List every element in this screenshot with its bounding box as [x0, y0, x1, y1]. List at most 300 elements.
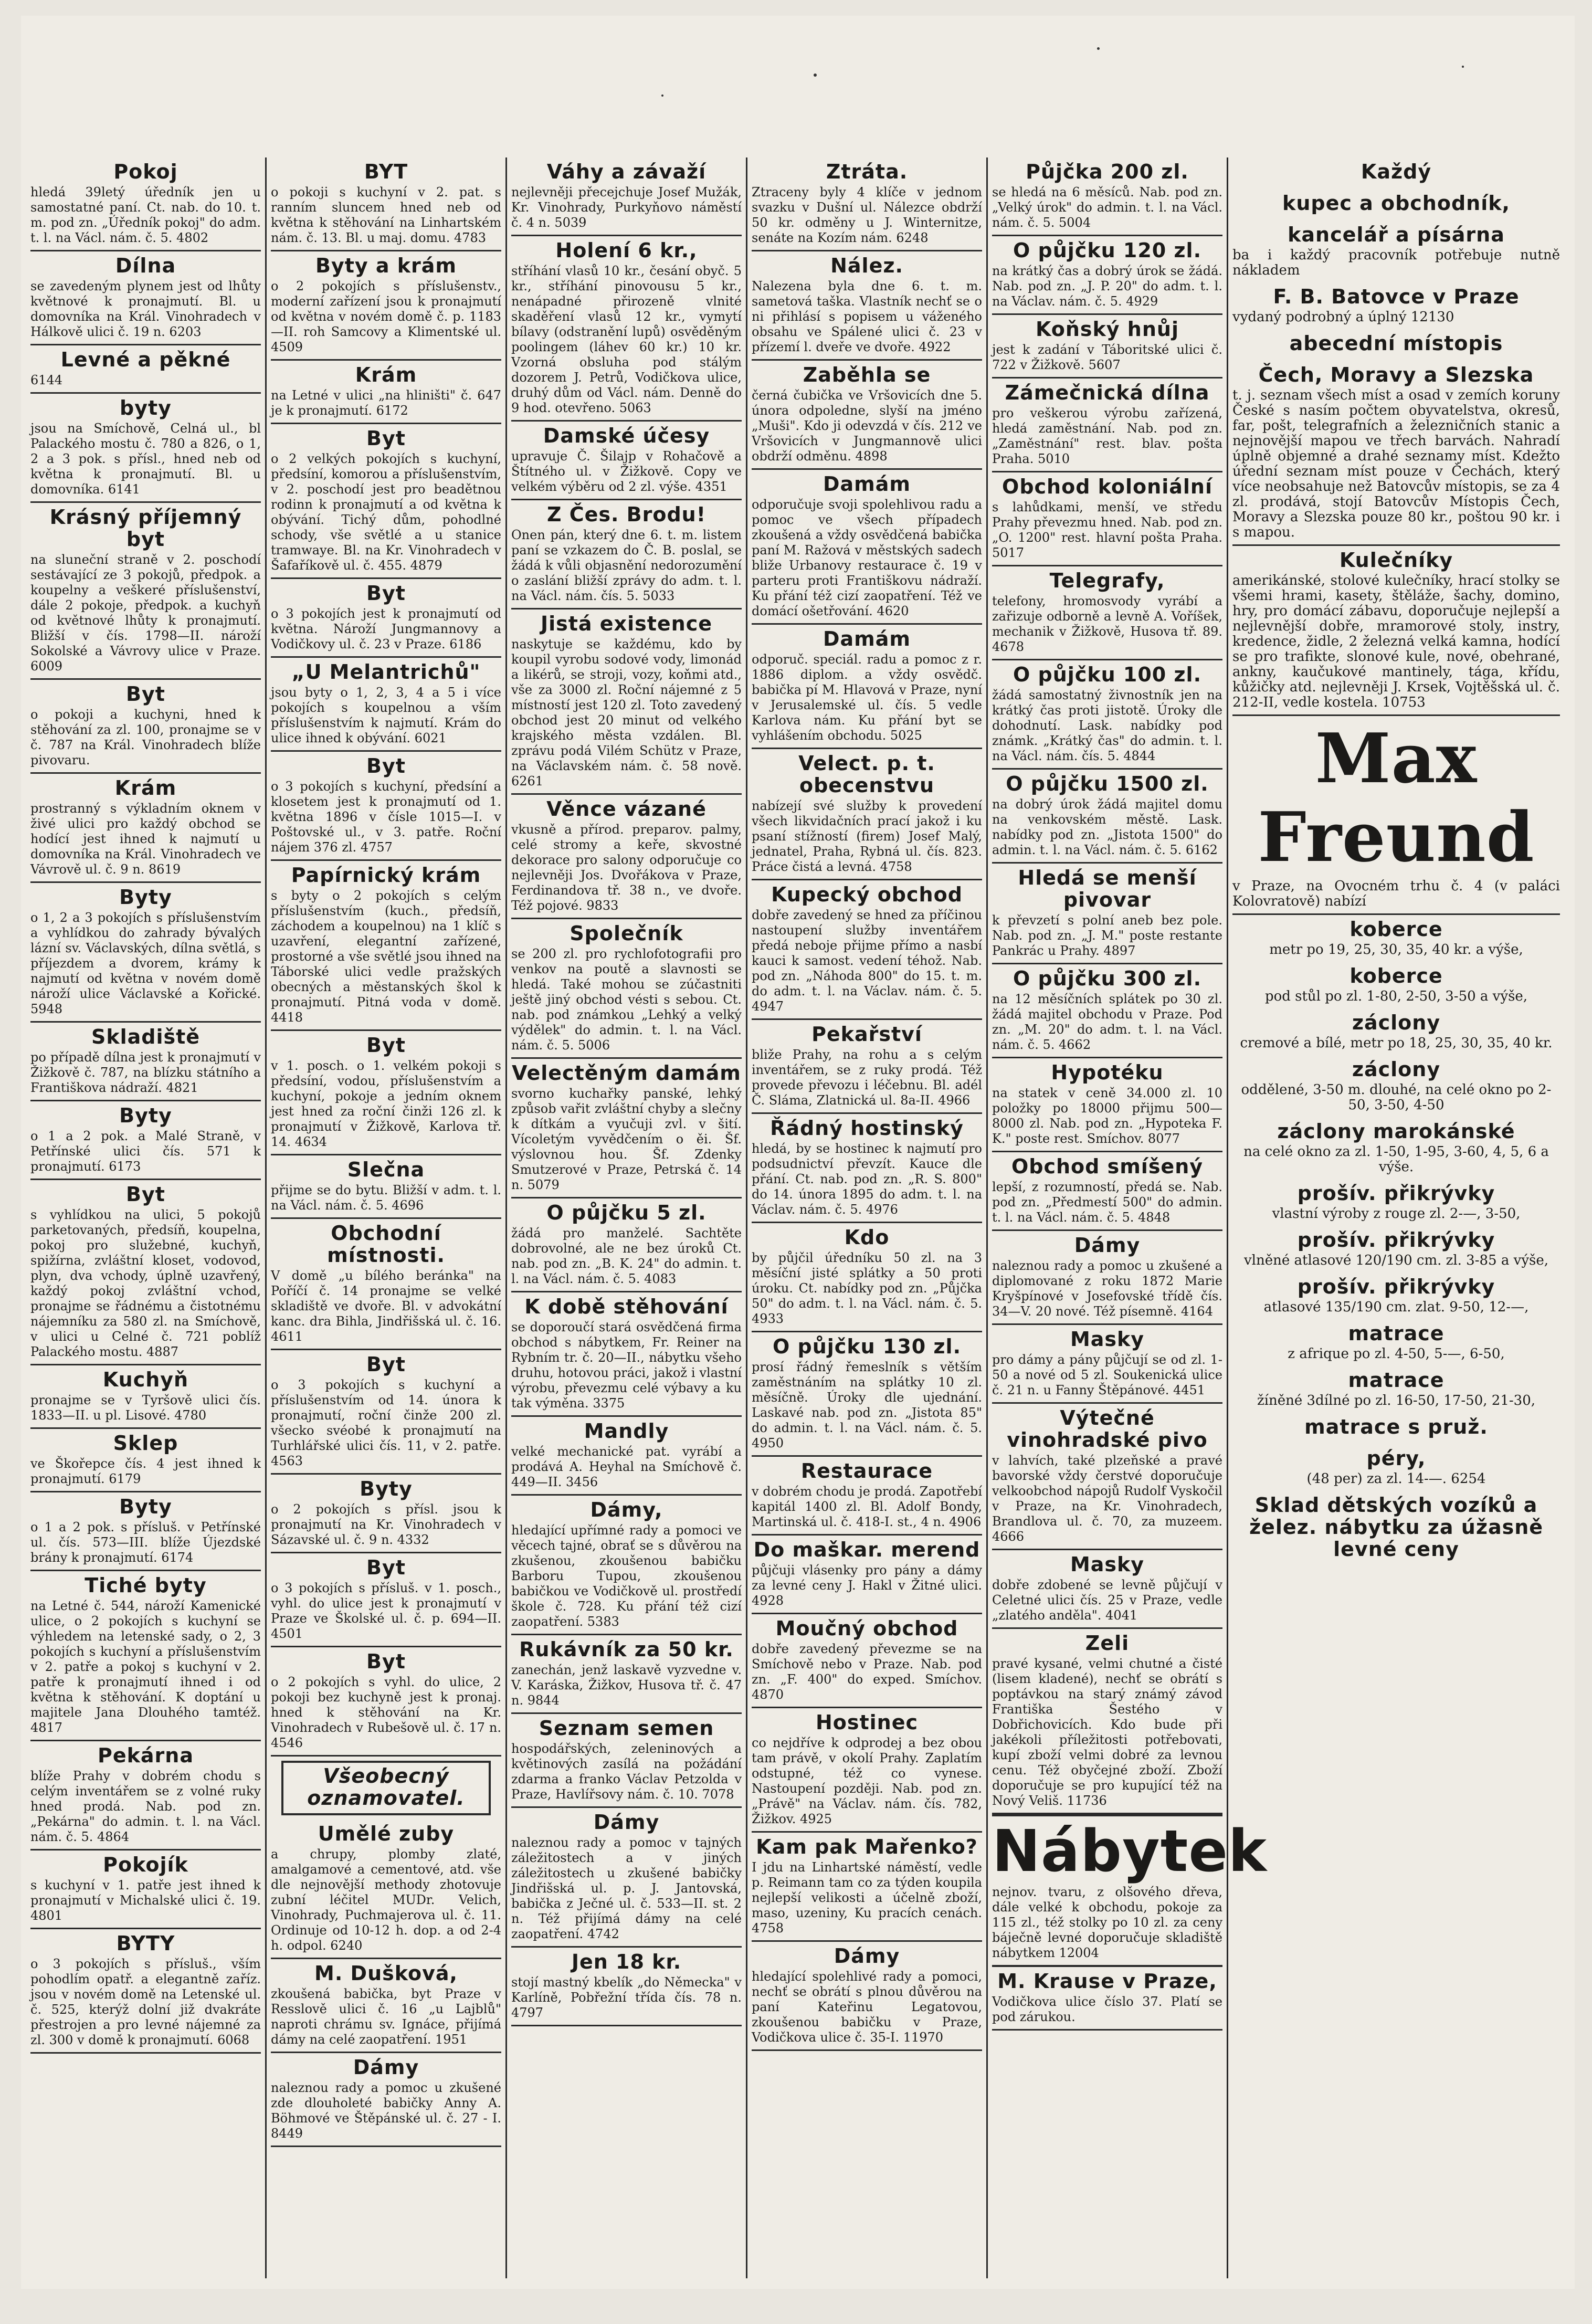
ad-text: z afrique po zl. 4-50, 5-—, 6-50,	[1288, 1346, 1505, 1362]
classified-ad	[1232, 716, 1560, 915]
classified-ad	[30, 251, 261, 345]
ad-text: přijme se do bytu. Bližší v adm. t. l. na Václ. nám. č. 5. 4696	[271, 1183, 501, 1213]
ad-title: Kam pak Mařenko?	[756, 1835, 978, 1858]
ad-title: Kdo	[844, 1226, 890, 1249]
classified-ad	[30, 345, 261, 394]
classified-ad	[30, 394, 261, 503]
classified-ad	[511, 422, 742, 500]
ad-title: Zaběhla se	[803, 363, 931, 386]
ad-text: 6144	[30, 373, 63, 387]
classified-ad	[1232, 1179, 1560, 1226]
classified-ad	[992, 1550, 1222, 1629]
classified-ad	[271, 658, 501, 752]
ad-text: hospodářských, zeleninových a květinových zasílá na požádání zdarma a franko Václav Petzolda v Praze, Havlířsovy nám. č. 10. 7078	[511, 1741, 742, 1802]
ad-title: Koňský hnůj	[1035, 318, 1179, 341]
classified-ad	[271, 157, 501, 251]
ad-text: v lahvích, také plzeňské a pravé bavorské vždy čerstvé doporučuje velkoobchod nápojů Rudolf Vyskočil v Praze, na Kr. Vinohradech, Brandlova ul. č. 70, za muzeem. 4666	[992, 1453, 1222, 1544]
ad-title: záclony marokánské	[1277, 1120, 1515, 1143]
ad-title: Papírnický krám	[291, 864, 481, 887]
ad-text: velké mechanické pat. vyrábí a prodává A. Heyhal na Smíchově č. 449—II. 3456	[511, 1444, 742, 1489]
ad-text: o pokoji a kuchyni, hned k stěhování za zl. 100, pronajme se v č. 787 na Král. Vinohradech blíže pivovaru.	[30, 707, 261, 767]
classified-ad	[511, 1059, 742, 1198]
ad-text: zkoušená babička, byt Praze v Resslově ulici č. 16 „u Lajblů" naproti chrámu sv. Ignáce, přijímá dámy na celé zaopatření. 1951	[271, 1986, 501, 2047]
ad-text: půjčuji vlásenky pro pány a dámy za levné ceny J. Hakl v Žitné ulici. 4928	[752, 1563, 982, 1608]
ad-title: byty	[120, 396, 172, 419]
ad-title: Slečna	[347, 1158, 425, 1181]
ad-text: o 1 a 2 pok. a Malé Straně, v Petřínské ulici čís. 571 k pronajmutí. 6173	[30, 1129, 261, 1174]
classified-ad	[511, 795, 742, 919]
ad-text: pro dámy a pány půjčují se od zl. 1-50 a nové od 5 zl. Soukenická ulice č. 21 n. u Fanny Štěpánové. 4451	[992, 1352, 1222, 1397]
ad-text: odporuč. speciál. radu a pomoc z r. 1886 diplom. a vždy osvědč. babička pí M. Hlavová v Praze, nyní v Jerusalemské ul. čís. 5 vedle Karlova nám. Ku přání byt se vyhlášením obchodu. 5025	[752, 652, 982, 743]
ad-title: Velect. p. t. obecenstvu	[798, 752, 935, 797]
ad-title: Zámečnická dílna	[1005, 381, 1210, 404]
column-2	[267, 157, 507, 2278]
ad-text: o 2 pokojích s příslušenstv., moderní zařízení jsou k pronajmutí od května v novém domě č. p. 1183—II. roh Samcovy a Klimentské ul. 4509	[271, 279, 501, 354]
ad-text: nejlevněji přecejchuje Josef Mužák, Kr. Vinohrady, Purkyňovo náměstí č. 4 n. 5039	[511, 185, 742, 230]
ad-title: Byty	[360, 1477, 413, 1500]
ad-text: naleznou rady a pomoc u zkušené zde dlouholeté babičky Anny A. Böhmové ve Štěpánské ul. č. 27 - I. 8449	[271, 2080, 501, 2141]
ad-title: Dámy	[353, 2056, 419, 2079]
ad-text: svorno kuchařky panské, lehký způsob vařit zvláštní chyby a slečny k dítkám a vyučuji zvl. v šití. Vícoletým vyvědčením o ěi. Šf. výslovnou hou. Šf. Zdenky Smutzerové v Praze, Petrská č. 14 n. 5079	[511, 1086, 742, 1192]
ad-text: s kuchyní v 1. patře jest ihned k pronajmutí v Michalské ulici č. 19. 4801	[30, 1878, 261, 1923]
ad-title: O půjčku 100 zl.	[1013, 663, 1202, 686]
classified-ad	[30, 1741, 261, 1850]
ad-text: prostranný s výkladním oknem v živé ulici pro každý obchod se hodící jest ihned k najmutí u domovníka na Král. Vinohradech ve Vávrově ul. č. 9 n. 8619	[30, 801, 261, 877]
classified-ad	[271, 1031, 501, 1155]
ad-title: prošív. přikrývky	[1297, 1182, 1495, 1205]
classified-ad	[1232, 915, 1560, 962]
ad-text: o 2 pokojích s přísl. jsou k pronajmutí na Kr. Vinohradech v Sázavské ul. č. 9 n. 4332	[271, 1502, 501, 1547]
ad-text: Nalezena byla dne 6. t. m. sametová taška. Vlastník nechť se o ni přihlásí s popisem u váženého obsahu ve Spálené ulici č. 23 v přízemí l. dveře ve dvoře. 4922	[752, 279, 982, 354]
ad-text: po případě dílna jest k pronajmutí v Žižkově č. 787, na blízku státního a Františkova nádraží. 4821	[30, 1050, 261, 1095]
classified-ad	[752, 1833, 982, 1942]
ad-text: upravuje Č. Šilajp v Rohačově a Štítného ul. v Žižkově. Copy ve velkém výběru od 2 zl. výše. 4351	[511, 449, 742, 494]
ad-title: Mandly	[584, 1419, 669, 1443]
ad-text: naleznou rady a pomoc u zkušené a diplomované z roku 1872 Marie Kryšpínové v Josefovské třídě čís. 34—V. 20 nové. Též písemně. 4164	[992, 1258, 1222, 1319]
ad-title: Damám	[823, 472, 911, 496]
classified-ad	[511, 1292, 742, 1417]
ad-title: Obchod koloniální	[1002, 475, 1213, 498]
ad-title: Váhy a závaží	[546, 160, 707, 183]
ad-text: dobře zavedený se hned za příčinou nastoupení služby inventářem předá neboje přijme přímo a nasbí kauci k samost. vedení téhož. Nab. pod zn. „Náhoda 800" do 15. t. m. do adm. t. l. na Václav. nám. č. 5. 4947	[752, 908, 982, 1014]
ad-text: I jdu na Linhartské náměstí, vedle p. Reimann tam co za týden koupila nejlepší velikosti a účelně zboží, maso, uzeniny, Ku pracích cenách. 4758	[752, 1860, 982, 1936]
ad-title: Seznam semen	[539, 1717, 714, 1740]
ad-title: Umělé zuby	[318, 1822, 455, 1845]
classified-ad	[30, 1023, 261, 1101]
ad-text: co nejdříve k odprodej a bez obou tam právě, v okolí Prahy. Zaplatím odstupné, též co vynese. Nastoupení později. Nab. pod zn. „Právě" na Václav. nám. čís. 782, Žižkov. 4925	[752, 1736, 982, 1826]
ad-text: ba i každý pracovník potřebuje nutně nákladem	[1232, 247, 1560, 278]
ad-text: o 3 pokojích s kuchyní, předsíní a klosetem jest k pronajmutí od 1. května 1896 v čísle 1015—I. v Poštovské ul., v 3. patře. Roční nájem 376 zl. 4757	[271, 779, 501, 855]
ad-title: prošív. přikrývky	[1297, 1275, 1495, 1298]
classified-ad	[992, 566, 1222, 660]
classified-ad	[992, 1152, 1222, 1231]
ad-text: černá čubička ve Vršovicích dne 5. února odpoledne, slyší na jméno „Muši". Kdo ji odevzdá v čís. 212 ve Vršovicích v Jungmannově ulici obdrží odměnu. 4898	[752, 388, 982, 464]
ad-title: Jistá existence	[540, 612, 713, 635]
ad-title: Čech, Moravy a Slezska	[1258, 363, 1534, 386]
ad-title: Rukávník za 50 kr.	[519, 1638, 734, 1661]
classified-ad	[1232, 1319, 1560, 1366]
ad-title: Hledá se menší pivovar	[1018, 866, 1197, 911]
classified-ad	[30, 680, 261, 774]
ad-title: Byty	[119, 1104, 172, 1127]
ad-title: záclony	[1352, 1058, 1441, 1081]
ad-title: Kuchyň	[102, 1368, 189, 1391]
ad-title: Restaurace	[800, 1459, 933, 1482]
ad-text: žíněné 3dílné po zl. 16-50, 17-50, 21-30,	[1257, 1393, 1536, 1408]
ad-text: metr po 19, 25, 30, 35, 40 kr. a výše,	[1269, 942, 1523, 958]
ad-title: Hypotéku	[1051, 1061, 1164, 1084]
ad-title: Dámy	[834, 1944, 900, 1968]
ad-title: koberce	[1349, 918, 1443, 941]
classified-ad	[511, 1635, 742, 1714]
ad-title: Byt	[366, 754, 406, 777]
classified-ad	[281, 1761, 491, 1815]
classified-ad	[511, 919, 742, 1059]
classified-ad	[752, 470, 982, 625]
ad-title: K době stěhování	[524, 1295, 729, 1318]
ad-title: matrace	[1348, 1322, 1445, 1345]
ad-title: Damské účesy	[543, 424, 710, 447]
ad-title: Krásný příjemný byt	[49, 506, 242, 551]
ad-title: Pekařství	[811, 1023, 922, 1046]
classified-ad	[752, 251, 982, 361]
ad-title: Skladiště	[91, 1025, 201, 1048]
ad-title: Byt	[126, 682, 165, 706]
classified-ad	[30, 503, 261, 680]
classified-ad	[752, 1708, 982, 1833]
ad-title: BYT	[364, 160, 408, 183]
classified-ad	[992, 1814, 1268, 1967]
ad-text: na statek v ceně 34.000 zl. 10 položky po 18000 přijmu 500—8000 zl. Nab. pod zn. „Hypoteka F. K." poste rest. Smíchov. 8077	[992, 1086, 1222, 1146]
ad-text: vkusně a přírod. preparov. palmy, celé stromy a keře, skvostné dekorace pro salony odporučuje co nejlevněji Jos. Dvořákova v Praze, Ferdinandova tř. 38 n., ve dvoře. Též pojové. 9833	[511, 822, 742, 913]
ad-text: naleznou rady a pomoc v tajných záležitostech a v jiných záležitostech u zkušené babičky Jindřišská ul. p. J. Jantovská, babička z Ječné ul. č. 533—II. st. 2 n. Též přijímá dámy na celé zaopatření. 4742	[511, 1835, 742, 1941]
ad-text: jsou na Smíchově, Celná ul., bl Palackého mostu č. 780 a 826, o 1, 2 a 3 pok. s přísl., hned neb od května k pronajmutí. Bl. u domovníka. 6141	[30, 421, 261, 497]
ad-text: na celé okno za zl. 1-50, 1-95, 3-60, 4, 5, 6 a výše.	[1243, 1144, 1549, 1175]
classified-ad	[271, 361, 501, 424]
classified-ad	[752, 1020, 982, 1114]
ad-text: Ztraceny byly 4 klíče v jednom svazku v Dušní ul. Nálezce obdrží 50 kr. odměny u J. Winternitze, senáte na Kozím nám. 6248	[752, 185, 982, 245]
ad-text: hledající spolehlivé rady a pomoci, nechť se obrátí s plnou důvěrou na paní Kateřinu Legatovou, zkoušenou babičku v Praze, Vodičkova ulice č. 35-I. 11970	[752, 1969, 982, 2045]
ad-text: zanechán, jenž laskavě vyzvedne v. V. Karáska, Žižkov, Husova tř. č. 47 n. 9844	[511, 1663, 742, 1708]
classified-ad	[752, 1536, 982, 1614]
ad-title: Byt	[366, 582, 406, 605]
ad-text: se 200 zl. pro rychlofotografii pro venkov na poutě a slavnosti se hledá. Také mohou se zúčastniti ještě jiný obchod vésti s sebou. Ct. nab. pod známkou „Lehký a velký výdělek" do admin. t. l. na Václ. nám. č. 5. 5006	[511, 947, 742, 1053]
ad-title: Max Freund	[1258, 718, 1535, 877]
ad-title: Z Čes. Brodu!	[546, 503, 707, 526]
ad-title: Každý	[1361, 160, 1432, 183]
ad-title: Byt	[126, 1183, 165, 1206]
ad-text: s vyhlídkou na ulici, 5 pokojů parketovaných, předsíň, koupelna, pokoj pro služebné, kuchyň, spižírna, zvláštní kloset, vodovod, plyn, dva vchody, úplně uzavřený, každý pokoj zvláštní vchod, pronajme se řádnému a čistotnému nájemníku za 580 zl. na Smíchově, v ulici u Celné č. 721 poblíž Palackého mostu. 4887	[30, 1207, 261, 1359]
ad-title: matrace s pruž.	[1304, 1415, 1488, 1438]
classified-ad	[1232, 1366, 1560, 1413]
classified-columns	[26, 157, 1569, 2278]
classified-ad	[992, 1404, 1222, 1550]
classified-ad	[1232, 361, 1560, 546]
classified-ad	[511, 1808, 742, 1948]
ad-title: Kupecký obchod	[771, 883, 963, 906]
ad-text: o 3 pokojích s kuchyní a příslušenstvím od 14. února k pronajmutí, roční činže 200 zl. všecko svéobé k pronajmutí na Turhlářské ulici čís. 11, v 2. patře. 4563	[271, 1377, 501, 1468]
ad-text: pod stůl po zl. 1-80, 2-50, 3-50 a výše,	[1264, 989, 1528, 1004]
ad-text: se zavedeným plynem jest od lhůty květnové k pronajmutí. Bl. u domovníka na Král. Vinohradech v Hálkově ulici č. 19 n. 6203	[30, 279, 261, 339]
ad-title: O půjčku 5 zl.	[546, 1201, 707, 1224]
classified-ad	[30, 1571, 261, 1741]
ad-title: Holení 6 kr.,	[555, 239, 698, 262]
ad-text: dobře zdobené se levně půjčují v Celetné ulici čís. 25 v Praze, vedle „zlatého anděla". 4041	[992, 1578, 1222, 1623]
classified-ad	[752, 157, 982, 251]
classified-ad	[1232, 329, 1560, 361]
ad-text: ve Škořepce čís. 4 jest ihned k pronajmutí. 6179	[30, 1456, 261, 1486]
classified-ad	[1232, 157, 1560, 189]
classified-ad	[271, 424, 501, 579]
ad-title: Obchodní místnosti.	[327, 1222, 445, 1267]
ad-title: Byt	[366, 1353, 406, 1376]
classified-ad	[752, 625, 982, 749]
classified-ad	[271, 1219, 501, 1350]
ad-title: péry,	[1366, 1447, 1426, 1470]
classified-ad	[992, 378, 1222, 472]
ad-text: amerikánské, stolové kulečníky, hrací stolky se všemi hrami, kasety, štěláže, šachy, domino, hry, pro domácí zábavu, doporučuje nejlepší a nejlevnější dobře, mramorové stoly, instry, kredence, židle, 2 železná velká kamna, hodící se pro trafikte, slonové kule, nové, obehrané, ankny, kaučukové mantinely, tága, křídu, kůžičky atd. nejlevněji J. Krsek, Vojtěšská ul. č. 212-II, vedle kostela. 10753	[1232, 573, 1560, 710]
classified-ad	[271, 1475, 501, 1553]
ad-title: O půjčku 130 zl.	[772, 1335, 962, 1358]
ad-title: Byt	[366, 1034, 406, 1057]
classified-ad	[992, 964, 1222, 1058]
ad-text: o 1 a 2 pok. s přísluš. v Petřínské ul. čís. 573—III. blíže Újezdské brány k pronajmutí. 6174	[30, 1520, 261, 1565]
classified-ad	[1232, 1008, 1560, 1055]
ad-title: Do maškar. merend	[753, 1538, 980, 1561]
column-4	[747, 157, 988, 2278]
ad-title: Krám	[114, 776, 177, 800]
ad-title: Levné a pěkné	[60, 348, 231, 371]
ad-title: Dámy	[593, 1811, 660, 1834]
ad-text: telefony, hromosvody vyrábí a zařizuje odborně a levně A. Voříšek, mechanik v Žižkově, Husova tř. 89. 4678	[992, 594, 1222, 654]
classified-ad	[271, 1553, 501, 1647]
ad-text: V domě „u bílého beránka" na Poříčí č. 14 pronajme se velké skladiště ve dvoře. Bl. v advokátní kanc. dra Bihla, Jindřišská ul. č. 16. 4611	[271, 1268, 501, 1344]
classified-ad	[511, 1948, 742, 2026]
ad-text: se hledá na 6 měsíců. Nab. pod zn. „Velký úrok" do admin. t. l. na Václ. nám. č. 5. 5004	[992, 185, 1222, 230]
classified-ad	[752, 749, 982, 880]
ad-title: Kulečníky	[1339, 549, 1453, 572]
classified-ad	[1232, 1226, 1560, 1273]
ad-text: pronajme se v Tyršově ulici čís. 1833—II. u pl. Lisové. 4780	[30, 1393, 261, 1423]
ad-text: Vodičkova ulice číslo 37. Platí se pod zárukou.	[992, 1994, 1222, 2024]
classified-ad	[30, 1492, 261, 1571]
ad-text: Onen pán, který dne 6. t. m. listem paní se vzkazem do Č. B. poslal, se žádá k vůli objasnění nedorozumění o zaslání bližší zprávy do adm. t. l. na Václ. nám. čís. 5. 5033	[511, 528, 742, 603]
classified-ad	[511, 1417, 742, 1496]
ad-title: Pekárna	[98, 1744, 194, 1767]
classified-ad	[992, 1967, 1222, 2031]
ad-text: s byty o 2 pokojích s celým příslušenstvím (kuch., předsíň, záchodem a koupelnou) na 1 klíč s uzavření, elegantní zařízené, prostorné a vše světlé jsou ihned na Táborské ulici vedle pražských obecných a městanských škol k pronajmutí. Pitná voda v domě. 4418	[271, 888, 501, 1025]
ad-text: atlasové 135/190 cm. zlat. 9-50, 12-—,	[1263, 1299, 1529, 1315]
ad-text: t. j. seznam všech míst a osad v zemích koruny České s nasím počtem obyvatelstva, okresů, far, pošt, telegrafních a železničních stanic a nejnovější mapou ve třech barvách. Nahradí úplně objemné a drahé seznamy míst. Kdežto úřední seznam míst pouze v Čechách, který více neobsahuje než Batovcův místopis, se za 4 zl. prodává, stojí Batovcův Místopis Čech, Moravy a Slezska pouze 80 kr., poštou 90 kr. i s mapou.	[1232, 387, 1560, 540]
classified-ad	[992, 236, 1222, 315]
classified-ad	[992, 157, 1222, 236]
ad-text: a chrupy, plomby zlaté, amalgamové a cementové, atd. vše dle nejnovější methody zhotovuje zubní léčitel MUDr. Velich, Vinohrady, Puchmajerova ul. č. 11. Ordinuje od 10-12 h. dop. a od 2-4 h. odpol. 6240	[271, 1847, 501, 1953]
classified-ad	[511, 236, 742, 422]
ad-title: abecední místopis	[1289, 332, 1503, 355]
classified-ad	[271, 861, 501, 1031]
ad-text: se doporoučí stará osvědčená firma obchod s nábytkem, Fr. Reiner na Rybním tr. č. 20—II., nábytku všeho druhu, hotovou práci, jakož i vlastní výrobu, převezmu celé výbavy a ku tak výměna. 3375	[511, 1320, 742, 1411]
ad-title: F. B. Batovce v Praze	[1273, 285, 1520, 308]
column-6	[1228, 157, 1564, 2278]
classified-ad	[30, 1929, 261, 2054]
ad-text: o 3 pokojích s přísluš., vším pohodlím opatř. a elegantně zaříz. jsou v novém domě na Letenské ul. č. 525, kterýž dolní již dvakráte přestrojen a pro levné nájemné za zl. 300 v domě k pronajmutí. 6068	[30, 1957, 261, 2047]
ad-title: Pokoj	[113, 160, 178, 183]
classified-ad	[30, 1180, 261, 1365]
ad-title: O půjčku 120 zl.	[1013, 239, 1202, 262]
ad-text: odporučuje svoji spolehlivou radu a pomoc ve všech případech zkoušená a vždy osvědčená babička paní M. Ražová v městských sadech bliže Urbanovy restaurace č. 19 v parteru proti Františkovu nádraží. Ku přání též cizí zaopatření. Též ve domácí ošetřování. 4620	[752, 497, 982, 618]
ad-text: cremové a bílé, metr po 18, 25, 30, 35, 40 kr.	[1240, 1035, 1553, 1051]
ad-text: hledá, by se hostinec k najmutí pro podsudnictví převzít. Kauce dle přání. Ct. nab. pod zn. „R. S. 800" do 14. února 1895 do adm. t. l. na Václav. nám. č. 5. 4976	[752, 1141, 982, 1217]
ad-title: Nábytek	[992, 1817, 1268, 1885]
classified-ad	[1232, 1117, 1560, 1179]
classified-ad	[992, 1058, 1222, 1152]
classified-ad	[271, 1155, 501, 1219]
classified-ad	[1232, 189, 1560, 220]
classified-ad	[30, 157, 261, 251]
ad-text: lepší, z rozumností, předá se. Nab. pod zn. „Předmestí 500" do admin. t. l. na Václ. nám. č. 5. 4848	[992, 1180, 1222, 1225]
classified-ad	[1232, 962, 1560, 1008]
ad-title: Věnce vázané	[546, 797, 707, 821]
ad-text: v 1. posch. o 1. velkém pokoji s předsíní, vodou, příslušenstvím a kuchyní, pokoje a jedním oknem jest hned za roční činži 126 zl. k pronajmutí v Žižkově, Karlova tř. 14. 4634	[271, 1058, 501, 1149]
classified-ad	[992, 1325, 1222, 1404]
ad-text: o 1, 2 a 3 pokojích s příslušenstvím a vyhlídkou do zahrady bývalých lázní sv. Václavských, dílna světlá, s příjezdem a dvorem, krámy k najmutí od května v novém domě nároží ulice Václavské a Kořické. 5948	[30, 910, 261, 1016]
classified-ad	[1232, 220, 1560, 282]
classified-ad	[271, 251, 501, 361]
ad-title: Řádný hostinský	[770, 1117, 964, 1140]
classified-ad	[1232, 1491, 1560, 1566]
ad-title: Byty	[119, 886, 172, 909]
ad-text: blíže Prahy v dobrém chodu s celým inventářem se z volné ruky hned prodá. Nab. pod zn. „Pekárna" do admin. t. l. na Václ. nám. č. 5. 4864	[30, 1769, 261, 1844]
ad-title: Obchod smíšený	[1011, 1155, 1204, 1178]
newspaper-page	[21, 16, 1575, 2289]
ad-title: Dámy	[1074, 1234, 1141, 1257]
ad-text: na Letné č. 544, nároží Kamenické ulice, o 2 pokojích s kuchyní se výhledem na letenské sady, o 2, 3 pokojích s kuchyní a příslušenstvím v 2. patře a pokoj s kuchyní v 2. patře k pronajmutí ihned i od května k stěhování. K doptání u majitele Jana Dlouhého tamtéž. 4817	[30, 1599, 261, 1735]
classified-ad	[30, 883, 261, 1023]
classified-ad	[271, 752, 501, 861]
classified-ad	[752, 1332, 982, 1457]
classified-ad	[271, 1350, 501, 1475]
classified-ad	[511, 500, 742, 609]
classified-ad	[30, 1850, 261, 1929]
ad-text: jsou byty o 1, 2, 3, 4 a 5 i více pokojích s koupelnou a vším příslušenstvím k najmutí. Krám do ulice ihned k obývání. 6021	[271, 685, 501, 745]
ad-text: žádá samostatný živnostník jen na krátký čas proti jistotě. Úroky dle dohodnutí. Lask. nabídky pod známk. „Krátký čas" do admin. t. l. na Václ. nám. čís. 5. 4844	[992, 688, 1222, 763]
ad-text: o 3 pokojích jest k pronajmutí od května. Nároží Jungmannovy a Vodičkovy ul. č. 23 v Praze. 6186	[271, 606, 501, 651]
ad-title: Jen 18 kr.	[571, 1950, 682, 1973]
ad-title: O půjčku 1500 zl.	[1006, 772, 1209, 795]
classified-ad	[1232, 1444, 1560, 1491]
ad-title: BYTY	[116, 1932, 175, 1955]
ad-title: Masky	[1070, 1328, 1145, 1351]
ad-title: M. Dušková,	[314, 1962, 458, 1985]
ad-title: Masky	[1070, 1553, 1145, 1576]
ad-title: záclony	[1352, 1011, 1441, 1034]
ad-text: vydaný podrobný a úplný 12130	[1232, 309, 1454, 325]
ad-title: koberce	[1349, 964, 1443, 987]
classified-ad	[992, 1629, 1222, 1814]
ad-title: Dílna	[115, 254, 176, 277]
ad-text: hledající upřímné rady a pomoci ve věcech tajné, obrať se s důvěrou na zkušenou, zkoušenou babičku Barboru Tupou, zkoušenou babičkou ve Vodičkově ul. prostředí škole č. 728. Ku přání též cizí zaopatření. 5383	[511, 1523, 742, 1629]
ad-title: Velectěným damám	[512, 1061, 741, 1085]
ad-title: kancelář a písárna	[1288, 223, 1505, 246]
ad-text: v Praze, na Ovocném trhu č. 4 (v paláci Kolovratově) nabízí	[1232, 878, 1560, 909]
ad-text: na Letné v ulici „na hliništi" č. 647 je k pronajmutí. 6172	[271, 388, 501, 418]
ad-text: na krátký čas a dobrý úrok se žádá. Nab. pod zn. „J. P. 20" do adm. t. l. na Václav. nám. č. 5. 4929	[992, 264, 1222, 309]
ad-title: Sklep	[113, 1432, 178, 1455]
ad-title: Sklad dětských vozíků a želez. nábytku za úžasně levné ceny	[1249, 1494, 1544, 1561]
classified-ad	[752, 1457, 982, 1536]
column-3	[507, 157, 747, 2278]
classified-ad	[752, 1223, 982, 1332]
classified-ad	[1232, 546, 1560, 716]
ad-text: na dobrý úrok žádá majitel domu na venkovském městě. Lask. nabídky pod zn. „Jistota 1500" do admin. t. l. na Václ. nám. č. 5. 6162	[992, 797, 1222, 857]
ad-text: na sluneční straně v 2. poschodí sestávající ze 3 pokojů, předpok. a koupelny a veškeré příslušenství, dále 2 pokoje, předpok. a kuchyň od květnové lhůty k pronajmutí. Bližší v čís. 1798—II. nároží Sokolské a Vávrovy ulice v Praze. 6009	[30, 552, 261, 674]
classified-ad	[992, 1231, 1222, 1325]
classified-ad	[30, 774, 261, 883]
classified-ad	[1232, 1055, 1560, 1117]
classified-ad	[30, 1429, 261, 1492]
classified-ad	[992, 472, 1222, 566]
ad-title: O půjčku 300 zl.	[1013, 967, 1202, 990]
ad-title: Krám	[355, 363, 417, 386]
ad-text: k převzetí s polní aneb bez pole. Nab. pod zn. „J. M." poste restante Pankrác u Prahy. 4897	[992, 913, 1222, 958]
ad-text: nabízejí své služby k provedení všech likvidačních prací jakož i ku psaní stížností (firem) Josef Malý, jednatel, Praha, Rybná ul. čís. 823. Práce čistá a levná. 4758	[752, 798, 982, 874]
ad-title: Všeobecný oznamovatel.	[307, 1764, 465, 1810]
ad-title: Byty	[119, 1495, 172, 1518]
ad-text: prosí řádný řemeslník s větším zaměstnáním na splátky 10 zl. měsíčně. Úroky dle ujednání. Laskavé nab. pod zn. „Jistota 85" do admin. t. l. na Václ. nám. č. 5. 4950	[752, 1360, 982, 1450]
ad-text: o 3 pokojích s přísluš. v 1. posch., vyhl. do ulice jest k pronajmutí v Praze ve Školské ul. č. p. 694—II. 4501	[271, 1581, 501, 1641]
classified-ad	[752, 1614, 982, 1708]
ad-title: Byt	[366, 1556, 406, 1579]
ad-title: Ztráta.	[826, 160, 908, 183]
classified-ad	[271, 579, 501, 658]
ad-text: stříhání vlasů 10 kr., česání obyč. 5 kr., stříhání pinovousu 5 kr., nenápadné přirozeně vlnité skaděření vlasů 12 kr., vymytí bílavy (odstranění lupů) osvěděným poolingem (láhev 60 kr.) 10 kr. Vzorná obsluha pod stálým dozorem J. Petrů, Vodičkova ulice, druhý dům od Václ. nám. Denně do 9 hod. otevřeno. 5063	[511, 264, 742, 415]
ad-text: (48 per) za zl. 14-—. 6254	[1306, 1471, 1486, 1487]
ad-text: vlastní výroby z rouge zl. 2-—, 3-50,	[1272, 1206, 1521, 1222]
classified-ad	[30, 1365, 261, 1429]
classified-ad	[1232, 1413, 1560, 1444]
ad-text: v dobrém chodu je prodá. Zapotřebí kapitál 1400 zl. Bl. Adolf Bondy, Martinská ul. č. 418-I. st., 4 n. 4906	[752, 1484, 982, 1529]
ad-title: prošív. přikrývky	[1297, 1228, 1495, 1252]
classified-ad	[271, 1820, 501, 1959]
classified-ad	[271, 1959, 501, 2053]
column-1	[26, 157, 267, 2278]
ad-text: nejnov. tvaru, z olšového dřeva, dále velké k obchodu, pokoje za 115 zl., též stolky po 10 zl. za ceny báječně levné doporučuje skladiště nábytkem 12004	[992, 1885, 1222, 1960]
classified-ad	[752, 1114, 982, 1223]
ad-text: naskytuje se každému, kdo by koupil vyrobu sodové vody, limonád a likérů, se stroji, vozy, koňmi atd., vše za 3000 zl. Roční nájemné z 5 místností jest 120 zl. Toto zavedený obchod jest 20 minut od velkého krajského města vzdálen. Bl. zprávu podá Vilém Schütz v Praze, na Václavském nám. č. 58 nově. 6261	[511, 637, 742, 788]
classified-ad	[30, 1101, 261, 1180]
column-5	[988, 157, 1268, 2278]
ad-title: „U Melantrichů"	[291, 660, 481, 683]
ad-title: Telegrafy,	[1049, 569, 1165, 592]
ad-title: Damám	[823, 627, 911, 650]
ad-title: kupec a obchodník,	[1282, 192, 1510, 215]
ad-title: Moučný obchod	[775, 1617, 958, 1640]
ad-title: Pokojík	[103, 1853, 188, 1876]
classified-ad	[992, 864, 1222, 964]
ad-text: žádá pro manželé. Sachtěte dobrovolné, ale ne bez úroků Ct. nab. pod zn. „B. K. 24" do admin. t. l. na Václ. nám. č. 5. 4083	[511, 1226, 742, 1286]
ad-text: o pokoji s kuchyní v 2. pat. s ranním sluncem hned neb od května k stěhování na Linhartském nám. č. 13. Bl. u maj. domu. 4783	[271, 185, 501, 245]
ad-title: Nález.	[830, 254, 903, 277]
ad-title: Hostinec	[815, 1711, 919, 1734]
ad-text: na 12 měsíčních splátek po 30 zl. žádá majitel obchodu v Praze. Pod zn. „M. 20" do adm. t. l. na Václ. nám. č. 5. 4662	[992, 992, 1222, 1052]
ad-title: Byty a krám	[315, 254, 457, 277]
classified-ad	[1232, 1273, 1560, 1319]
classified-ad	[992, 660, 1222, 770]
classified-ad	[992, 315, 1222, 378]
classified-ad	[1232, 282, 1560, 329]
ad-title: Společník	[570, 922, 683, 945]
ad-text: pro veškerou výrobu zařízená, hledá zaměstnání. Nab. pod zn. „Zaměstnání" rest. blav. pošta Praha. 5010	[992, 406, 1222, 466]
